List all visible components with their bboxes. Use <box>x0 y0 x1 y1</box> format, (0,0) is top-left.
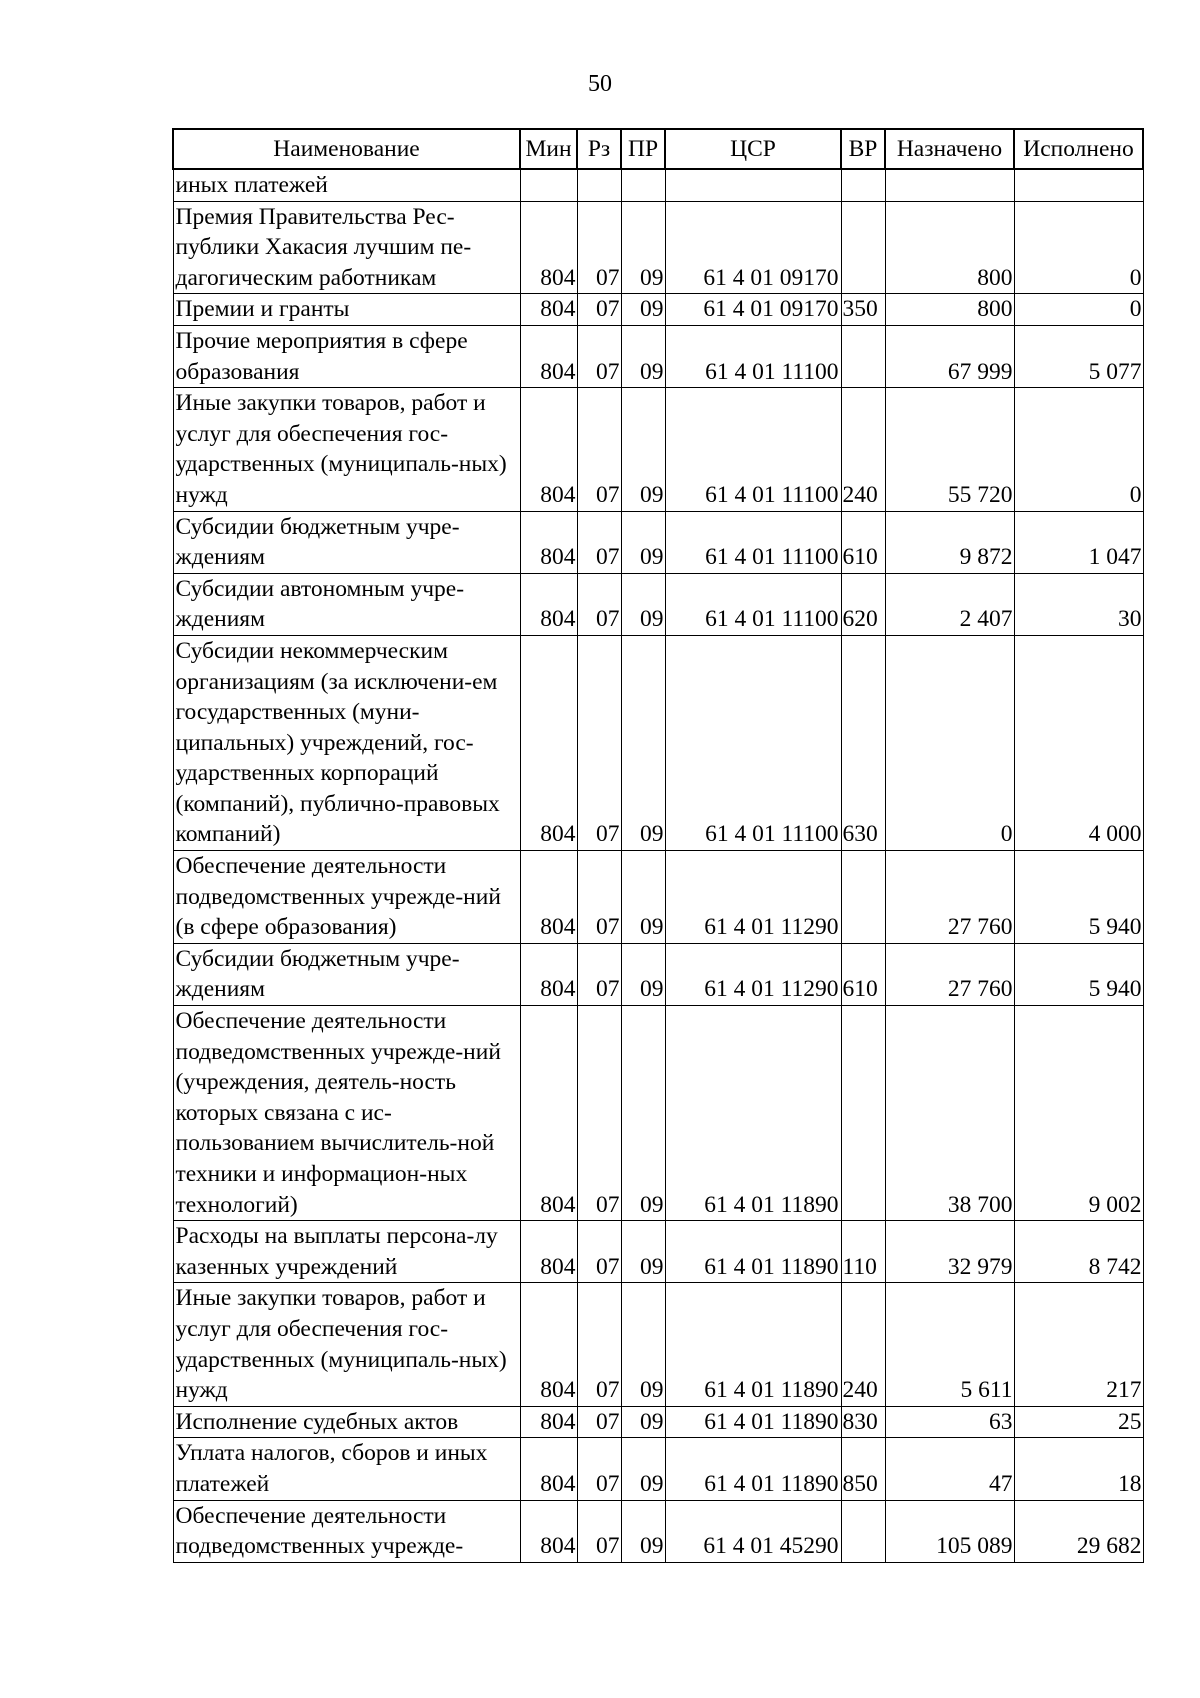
cell-pr: 09 <box>621 294 665 326</box>
cell-pr: 09 <box>621 1283 665 1406</box>
cell-name: Иные закупки товаров, работ и услуг для обеспечения гос-ударственных (муниципаль-ных) нужд <box>173 1283 520 1406</box>
cell-csr: 61 4 01 11890 <box>665 1006 841 1221</box>
cell-executed: 5 940 <box>1014 943 1143 1005</box>
cell-vr <box>841 1006 885 1221</box>
table-row <box>173 388 1143 511</box>
cell-vr <box>841 169 885 201</box>
cell-csr: 61 4 01 11100 <box>665 635 841 850</box>
cell-assigned: 0 <box>885 635 1014 850</box>
cell-name: Субсидии автономным учре-ждениям <box>173 573 520 635</box>
cell-rz: 07 <box>577 388 621 511</box>
cell-vr: 830 <box>841 1406 885 1438</box>
cell-name: Премии и гранты <box>173 294 520 326</box>
cell-executed: 30 <box>1014 573 1143 635</box>
header-csr: ЦСР <box>665 129 841 169</box>
cell-assigned: 27 760 <box>885 851 1014 944</box>
cell-csr: 61 4 01 45290 <box>665 1500 841 1562</box>
cell-pr: 09 <box>621 1221 665 1283</box>
header-assigned: Назначено <box>885 129 1014 169</box>
cell-assigned: 800 <box>885 294 1014 326</box>
cell-pr: 09 <box>621 388 665 511</box>
cell-rz: 07 <box>577 1283 621 1406</box>
cell-assigned: 27 760 <box>885 943 1014 1005</box>
table-row <box>173 1221 1143 1283</box>
cell-name: Субсидии бюджетным учре-ждениям <box>173 943 520 1005</box>
table-row <box>173 1438 1143 1500</box>
cell-csr: 61 4 01 11100 <box>665 388 841 511</box>
cell-rz <box>577 169 621 201</box>
cell-rz: 07 <box>577 1221 621 1283</box>
table-row <box>173 325 1143 387</box>
cell-rz: 07 <box>577 201 621 294</box>
cell-min <box>520 169 577 201</box>
cell-executed: 9 002 <box>1014 1006 1143 1221</box>
cell-csr: 61 4 01 11890 <box>665 1438 841 1500</box>
cell-min: 804 <box>520 1006 577 1221</box>
header-rz: Рз <box>577 129 621 169</box>
cell-name: иных платежей <box>173 169 520 201</box>
cell-assigned: 47 <box>885 1438 1014 1500</box>
table-row <box>173 294 1143 326</box>
cell-csr: 61 4 01 11100 <box>665 573 841 635</box>
cell-rz: 07 <box>577 325 621 387</box>
cell-executed: 217 <box>1014 1283 1143 1406</box>
cell-min: 804 <box>520 943 577 1005</box>
cell-min: 804 <box>520 294 577 326</box>
cell-name: Обеспечение деятельности подведомственных учрежде-ний (в сфере образования) <box>173 851 520 944</box>
cell-vr: 240 <box>841 1283 885 1406</box>
cell-name: Премия Правительства Рес-публики Хакасия лучшим пе-дагогическим работникам <box>173 201 520 294</box>
cell-min: 804 <box>520 635 577 850</box>
cell-csr: 61 4 01 11290 <box>665 943 841 1005</box>
cell-vr: 610 <box>841 943 885 1005</box>
cell-rz: 07 <box>577 1438 621 1500</box>
cell-executed: 0 <box>1014 388 1143 511</box>
cell-executed: 0 <box>1014 294 1143 326</box>
cell-assigned <box>885 169 1014 201</box>
cell-min: 804 <box>520 1221 577 1283</box>
cell-vr: 110 <box>841 1221 885 1283</box>
header-name: Наименование <box>173 129 520 169</box>
cell-pr <box>621 169 665 201</box>
cell-pr: 09 <box>621 325 665 387</box>
cell-vr <box>841 851 885 944</box>
cell-rz: 07 <box>577 1006 621 1221</box>
table-row <box>173 635 1143 850</box>
cell-executed: 5 940 <box>1014 851 1143 944</box>
cell-name: Обеспечение деятельности подведомственных учрежде- <box>173 1500 520 1562</box>
cell-assigned: 105 089 <box>885 1500 1014 1562</box>
cell-pr: 09 <box>621 511 665 573</box>
cell-min: 804 <box>520 573 577 635</box>
cell-csr: 61 4 01 11890 <box>665 1221 841 1283</box>
cell-min: 804 <box>520 201 577 294</box>
header-executed: Исполнено <box>1014 129 1143 169</box>
table-row <box>173 851 1143 944</box>
cell-pr: 09 <box>621 1006 665 1221</box>
cell-rz: 07 <box>577 294 621 326</box>
cell-vr: 850 <box>841 1438 885 1500</box>
cell-min: 804 <box>520 1500 577 1562</box>
table-row <box>173 1283 1143 1406</box>
cell-assigned: 32 979 <box>885 1221 1014 1283</box>
cell-csr <box>665 169 841 201</box>
cell-vr: 240 <box>841 388 885 511</box>
cell-assigned: 2 407 <box>885 573 1014 635</box>
cell-csr: 61 4 01 11890 <box>665 1406 841 1438</box>
budget-table <box>172 128 1144 1563</box>
header-min: Мин <box>520 129 577 169</box>
cell-rz: 07 <box>577 851 621 944</box>
cell-rz: 07 <box>577 511 621 573</box>
cell-executed <box>1014 169 1143 201</box>
cell-name: Субсидии некоммерческим организациям (за исключени-ем государственных (муни-ципальных) учреждений, гос-ударственных корпораций (компаний), публично-правовых компаний) <box>173 635 520 850</box>
cell-assigned: 63 <box>885 1406 1014 1438</box>
cell-name: Субсидии бюджетным учре-ждениям <box>173 511 520 573</box>
cell-csr: 61 4 01 09170 <box>665 294 841 326</box>
cell-min: 804 <box>520 325 577 387</box>
cell-executed: 29 682 <box>1014 1500 1143 1562</box>
cell-csr: 61 4 01 09170 <box>665 201 841 294</box>
header-pr: ПР <box>621 129 665 169</box>
page-number: 50 <box>588 71 612 97</box>
table-row <box>173 1406 1143 1438</box>
cell-vr: 630 <box>841 635 885 850</box>
cell-vr: 350 <box>841 294 885 326</box>
cell-executed: 0 <box>1014 201 1143 294</box>
cell-pr: 09 <box>621 1500 665 1562</box>
cell-pr: 09 <box>621 1406 665 1438</box>
cell-pr: 09 <box>621 943 665 1005</box>
cell-rz: 07 <box>577 573 621 635</box>
cell-assigned: 55 720 <box>885 388 1014 511</box>
cell-assigned: 9 872 <box>885 511 1014 573</box>
cell-min: 804 <box>520 1283 577 1406</box>
cell-csr: 61 4 01 11100 <box>665 325 841 387</box>
cell-name: Обеспечение деятельности подведомственных учрежде-ний (учреждения, деятель-ность которых связана с ис-пользованием вычислитель-ной техники и информацион-ных технологий) <box>173 1006 520 1221</box>
cell-min: 804 <box>520 388 577 511</box>
table-row <box>173 943 1143 1005</box>
table-row <box>173 1006 1143 1221</box>
cell-min: 804 <box>520 1406 577 1438</box>
cell-min: 804 <box>520 851 577 944</box>
cell-min: 804 <box>520 1438 577 1500</box>
cell-name: Уплата налогов, сборов и иных платежей <box>173 1438 520 1500</box>
cell-executed: 8 742 <box>1014 1221 1143 1283</box>
cell-pr: 09 <box>621 573 665 635</box>
cell-executed: 1 047 <box>1014 511 1143 573</box>
table-row <box>173 201 1143 294</box>
cell-pr: 09 <box>621 201 665 294</box>
cell-name: Иные закупки товаров, работ и услуг для обеспечения гос-ударственных (муниципаль-ных) нужд <box>173 388 520 511</box>
cell-pr: 09 <box>621 635 665 850</box>
cell-vr <box>841 201 885 294</box>
cell-rz: 07 <box>577 635 621 850</box>
cell-name: Прочие мероприятия в сфере образования <box>173 325 520 387</box>
cell-executed: 4 000 <box>1014 635 1143 850</box>
table-row <box>173 573 1143 635</box>
table-row <box>173 169 1143 201</box>
cell-executed: 5 077 <box>1014 325 1143 387</box>
cell-vr <box>841 1500 885 1562</box>
cell-pr: 09 <box>621 1438 665 1500</box>
cell-vr: 620 <box>841 573 885 635</box>
cell-min: 804 <box>520 511 577 573</box>
cell-vr <box>841 325 885 387</box>
cell-assigned: 5 611 <box>885 1283 1014 1406</box>
cell-csr: 61 4 01 11290 <box>665 851 841 944</box>
table-row <box>173 1500 1143 1562</box>
cell-vr: 610 <box>841 511 885 573</box>
cell-assigned: 38 700 <box>885 1006 1014 1221</box>
cell-name: Исполнение судебных актов <box>173 1406 520 1438</box>
cell-rz: 07 <box>577 1406 621 1438</box>
cell-executed: 25 <box>1014 1406 1143 1438</box>
cell-rz: 07 <box>577 1500 621 1562</box>
cell-assigned: 67 999 <box>885 325 1014 387</box>
table-row <box>173 511 1143 573</box>
table-header-row <box>173 129 1143 169</box>
cell-csr: 61 4 01 11890 <box>665 1283 841 1406</box>
cell-pr: 09 <box>621 851 665 944</box>
header-vr: ВР <box>841 129 885 169</box>
cell-rz: 07 <box>577 943 621 1005</box>
cell-executed: 18 <box>1014 1438 1143 1500</box>
cell-name: Расходы на выплаты персона-лу казенных учреждений <box>173 1221 520 1283</box>
cell-csr: 61 4 01 11100 <box>665 511 841 573</box>
cell-assigned: 800 <box>885 201 1014 294</box>
